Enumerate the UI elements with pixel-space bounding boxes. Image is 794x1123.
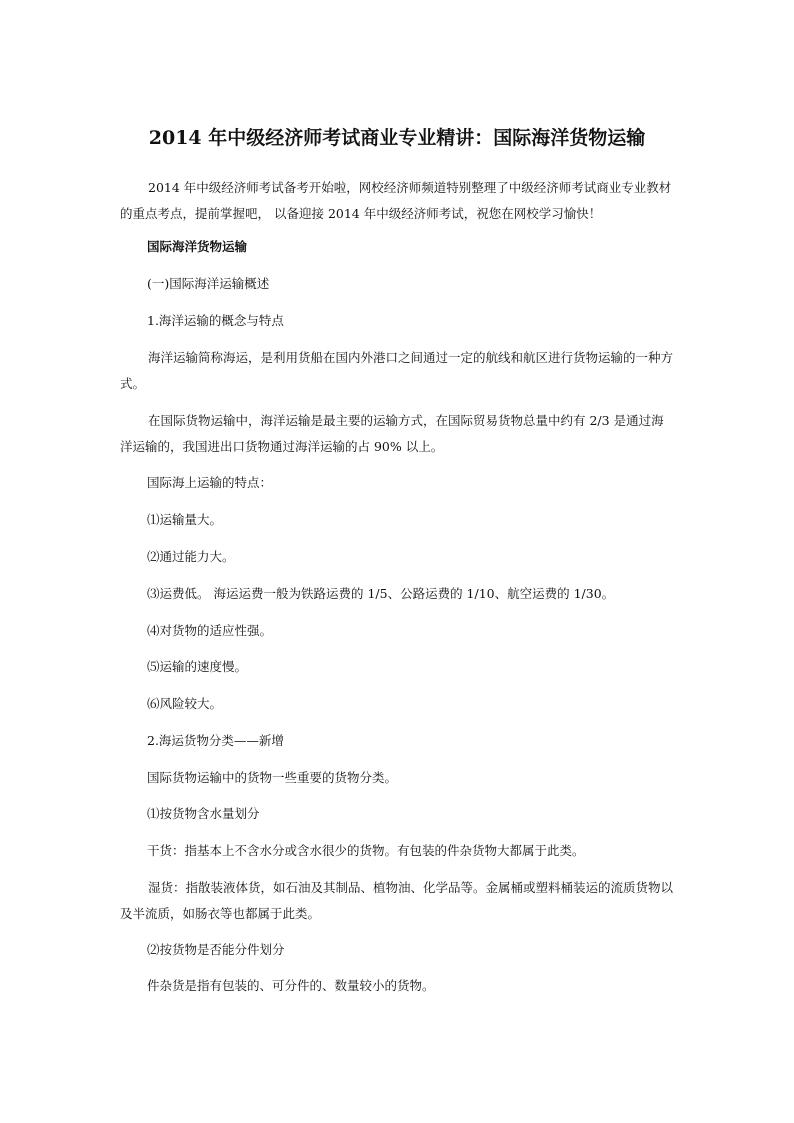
dry-cargo-paragraph: 干货：指基本上不含水分或含水很少的货物。有包装的件杂货物大都属于此类。 — [147, 843, 585, 858]
feature-item: ⑶运费低。 海运运费一般为铁路运费的 1/5、公路运费的 1/10、航空运费的 1/30。 — [147, 586, 615, 601]
feature-item: ⑴运输量大。 — [147, 512, 223, 527]
definition-paragraph: 海洋运输简称海运，是利用货船在国内外港口之间通过一定的航线和航区进行货物运输的一种方式。 — [120, 350, 674, 391]
document-title: 2014 年中级经济师考试商业专业精讲：国际海洋货物运输 — [148, 127, 646, 149]
feature-item: ⑸运输的速度慢。 — [147, 659, 248, 674]
part-one-heading: (一)国际海洋运输概述 — [147, 276, 270, 291]
general-cargo-paragraph: 件杂货是指有包装的、可分件的、数量较小的货物。 — [147, 978, 435, 993]
intro-paragraph: 2014 年中级经济师考试备考开始啦，网校经济师频道特别整理了中级经济师考试商业专业教材的重点考点，提前掌握吧， 以备迎接 2014 年中级经济师考试，祝您在网校学习愉快！ — [120, 180, 672, 221]
feature-item: ⑵通过能力大。 — [147, 549, 235, 564]
section-heading: 国际海洋货物运输 — [147, 239, 248, 254]
class2-heading: ⑵按货物是否能分件划分 — [147, 942, 285, 957]
classification-intro: 国际货物运输中的货物一些重要的货物分类。 — [147, 770, 398, 785]
item1-heading: 1.海洋运输的概念与特点 — [147, 313, 284, 328]
wet-cargo-paragraph: 湿货：指散装液体货，如石油及其制品、植物油、化学品等。金属桶或塑料桶装运的流质货物以及半流质，如肠衣等也都属于此类。 — [120, 880, 674, 921]
class1-heading: ⑴按货物含水量划分 — [147, 806, 260, 821]
feature-item: ⑹风险较大。 — [147, 696, 223, 711]
item2-heading: 2.海运货物分类——新增 — [147, 733, 284, 748]
features-heading: 国际海上运输的特点： — [147, 475, 273, 490]
importance-paragraph: 在国际货物运输中，海洋运输是最主要的运输方式，在国际贸易货物总量中约有 2/3 是通过海洋运输的，我国进出口货物通过海洋运输的占 90% 以上。 — [120, 413, 664, 454]
feature-item: ⑷对货物的适应性强。 — [147, 623, 273, 638]
